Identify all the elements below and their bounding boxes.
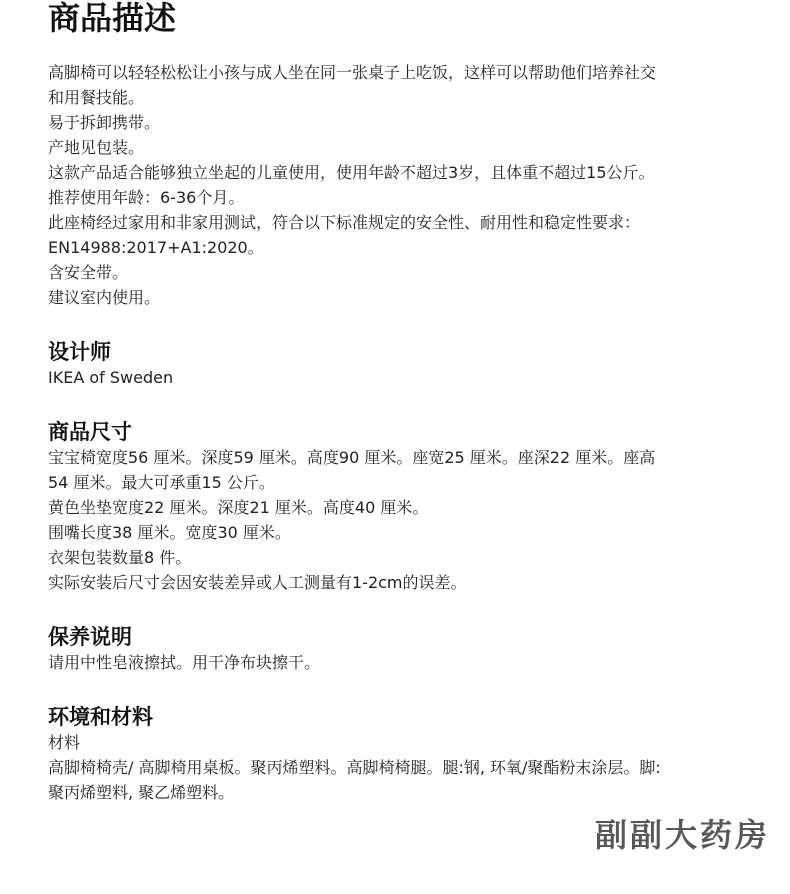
description-line: 产地见包装。: [48, 138, 145, 157]
description-line: 易于拆卸携带。: [48, 113, 161, 132]
product-info-page: [48, 0, 768, 805]
designer-section: [48, 338, 768, 390]
dimensions-line: 实际安装后尺寸会因安装差异或人工测量有1-2cm的误差。: [48, 573, 467, 592]
section-title-care: 保养说明: [48, 625, 132, 649]
dimensions-line: 围嘴长度38 厘米。宽度30 厘米。: [48, 523, 291, 542]
care-section: [48, 623, 768, 675]
description-line: 推荐使用年龄：6-36个月。: [48, 188, 245, 207]
page-title: 商品描述: [48, 0, 177, 37]
dimensions-line: 宝宝椅宽度56 厘米。深度59 厘米。高度90 厘米。座宽25 厘米。座深22 厘米。座高: [48, 448, 656, 467]
description-line: 这款产品适合能够独立坐起的儿童使用，使用年龄不超过3岁，且体重不超过15公斤。: [48, 163, 655, 182]
store-watermark: 副副大药房: [594, 816, 770, 854]
description-block: [48, 60, 768, 310]
section-title-materials: 环境和材料: [48, 705, 153, 729]
designer-name: IKEA of Sweden: [48, 368, 174, 387]
materials-line: 材料: [48, 733, 81, 752]
materials-section: [48, 703, 768, 805]
materials-line: 聚丙烯塑料, 聚乙烯塑料。: [48, 783, 235, 802]
dimensions-section: [48, 418, 768, 595]
section-title-designer: 设计师: [48, 340, 111, 364]
dimensions-line: 54 厘米。最大可承重15 公斤。: [48, 473, 275, 492]
description-line: 含安全带。: [48, 263, 129, 282]
description-line: 和用餐技能。: [48, 88, 145, 107]
description-line: 建议室内使用。: [48, 288, 161, 307]
section-title-dimensions: 商品尺寸: [48, 420, 132, 444]
dimensions-line: 黄色坐垫宽度22 厘米。深度21 厘米。高度40 厘米。: [48, 498, 429, 517]
care-line: 请用中性皂液擦拭。用干净布块擦干。: [48, 653, 321, 672]
description-line: 高脚椅可以轻轻松松让小孩与成人坐在同一张桌子上吃饭，这样可以帮助他们培养社交: [48, 63, 657, 82]
materials-line: 高脚椅椅壳/ 高脚椅用桌板。聚丙烯塑料。高脚椅椅腿。腿:钢, 环氧/聚酯粉末涂层。脚:: [48, 758, 661, 777]
description-line: EN14988:2017+A1:2020。: [48, 238, 264, 257]
description-line: 此座椅经过家用和非家用测试，符合以下标准规定的安全性、耐用性和稳定性要求：: [48, 213, 641, 232]
dimensions-line: 衣架包装数量8 件。: [48, 548, 192, 567]
